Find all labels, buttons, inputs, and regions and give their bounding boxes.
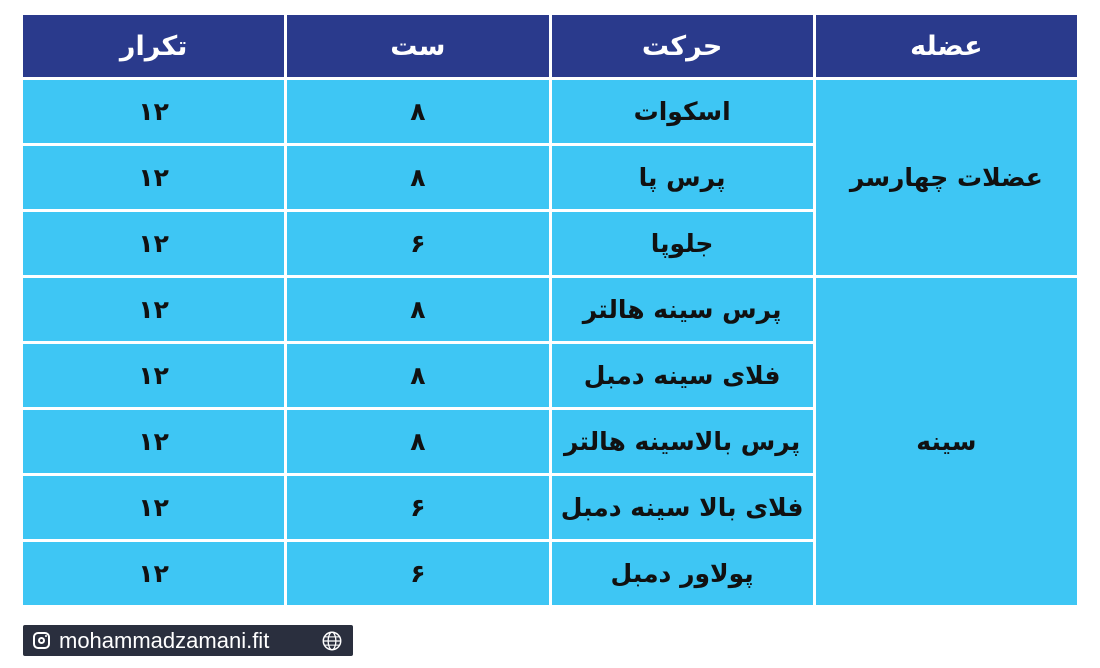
muscle-group-cell: سینه [816, 278, 1077, 605]
reps-cell: ۱۲ [23, 542, 284, 605]
footer-badge[interactable] [23, 625, 353, 656]
exercise-cell: جلوپا [552, 212, 813, 275]
globe-icon [321, 630, 343, 652]
header-reps: تکرار [23, 15, 284, 77]
sets-cell: ۶ [287, 212, 548, 275]
exercise-cell: اسکوات [552, 80, 813, 143]
reps-cell: ۱۲ [23, 212, 284, 275]
header-sets: ست [287, 15, 548, 77]
sets-cell: ۶ [287, 542, 548, 605]
muscle-group-cell: عضلات چهارسر [816, 80, 1077, 275]
sets-cell: ۸ [287, 146, 548, 209]
exercise-cell: فلای بالا سینه دمبل [552, 476, 813, 539]
sets-cell: ۸ [287, 80, 548, 143]
sets-cell: ۶ [287, 476, 548, 539]
reps-cell: ۱۲ [23, 344, 284, 407]
sets-cell: ۸ [287, 344, 548, 407]
header-muscle: عضله [816, 15, 1077, 77]
reps-cell: ۱۲ [23, 476, 284, 539]
reps-cell: ۱۲ [23, 80, 284, 143]
workout-table [20, 12, 1080, 608]
exercise-cell: پرس سینه هالتر [552, 278, 813, 341]
instagram-icon [33, 632, 50, 649]
exercise-cell: فلای سینه دمبل [552, 344, 813, 407]
exercise-cell: پرس بالاسینه هالتر [552, 410, 813, 473]
reps-cell: ۱۲ [23, 278, 284, 341]
exercise-cell: پرس پا [552, 146, 813, 209]
reps-cell: ۱۲ [23, 146, 284, 209]
instagram-handle[interactable]: mohammadzamani.fit [59, 627, 270, 653]
reps-cell: ۱۲ [23, 410, 284, 473]
table-header-row [23, 15, 1077, 77]
table-row [23, 80, 1077, 143]
exercise-cell: پولاور دمبل [552, 542, 813, 605]
sets-cell: ۸ [287, 278, 548, 341]
sets-cell: ۸ [287, 410, 548, 473]
table-row [23, 278, 1077, 341]
header-exercise: حرکت [552, 15, 813, 77]
